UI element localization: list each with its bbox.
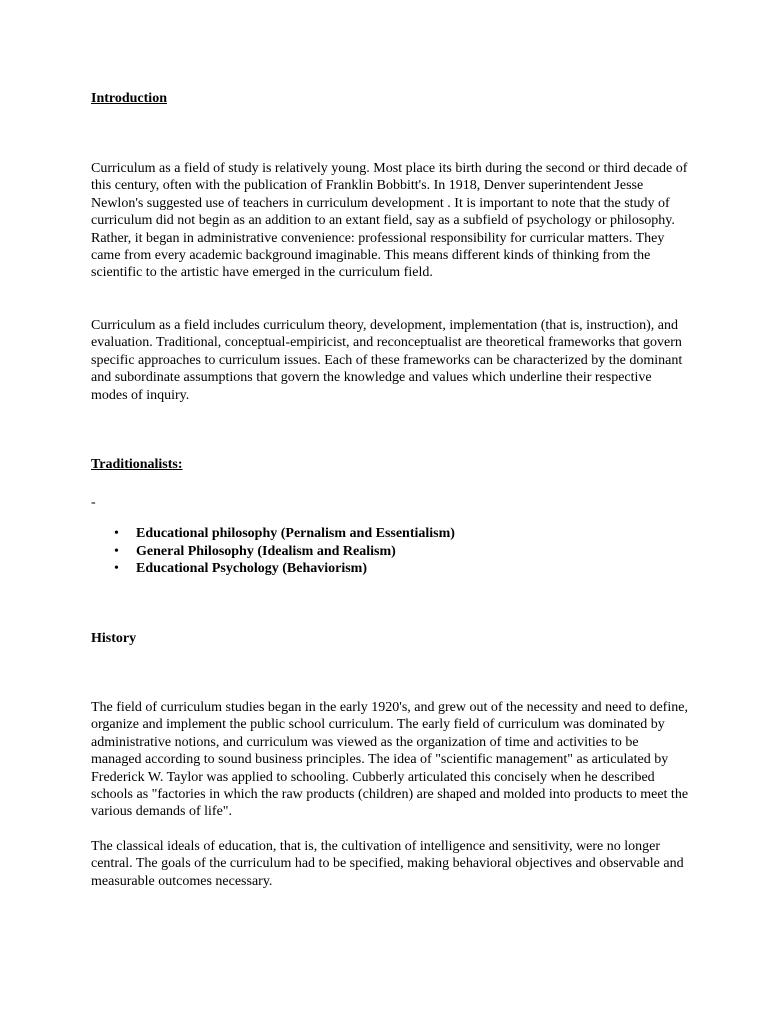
- list-item-label: Educational Psychology (Behaviorism): [136, 561, 368, 577]
- list-item: [91, 525, 691, 543]
- dash-mark: -: [91, 495, 96, 510]
- history-paragraph-2: The classical ideals of education, that is, the cultivation of intelligence and sensitivity, were no longer central. The goals of the curriculum had to be specified, making behavioral objectives and observable and measurable outcomes necessary.: [91, 839, 684, 889]
- intro-paragraph-2: Curriculum as a field includes curriculum theory, development, implementation (that is, instruction), and evaluation. Traditional, conceptual-empiricist, and reconceptualist are theoretical frameworks that govern specific approaches to curriculum issues. Each of these frameworks can be characterized by the dominant and subordinate assumptions that govern the knowledge and values which underline their respective modes of inquiry.: [91, 318, 683, 403]
- bullet-icon: •: [114, 526, 119, 541]
- bullet-icon: •: [114, 561, 119, 577]
- history-paragraph-1: The field of curriculum studies began in the early 1920's, and grew out of the necessity and need to define, organize and implement the public school curriculum. The early field of curriculum was dominated by administrative notions, and curriculum was viewed as the organization of time and activities to be managed according to sound business principles. The idea of "scientific management" as articulated by Frederick W. Taylor was applied to schooling. Cubberly articulated this concisely when he described schools as "factories in which the raw products (children) are shaped and molded into products to meet the various demands of life".: [91, 700, 689, 820]
- list-item-label: General Philosophy (Idealism and Realism): [136, 543, 396, 559]
- list-item: [91, 560, 691, 578]
- intro-paragraph-1: Curriculum as a field of study is relatively young. Most place its birth during the second or third decade of this century, often with the publication of Franklin Bobbitt's. In 1918, Denver superintendent Jesse Newlon's suggested use of teachers in curriculum development . It is important to note that the study of curriculum did not begin as an addition to an extant field, say as a subfield of psychology or philosophy. Rather, it began in administrative convenience: professional responsibility for curricular matters. They came from every academic background imaginable. This means different kinds of thinking from the scientific to the artistic have emerged in the curriculum field.: [91, 161, 688, 281]
- history-heading: History: [91, 631, 137, 646]
- bullet-icon: •: [114, 543, 119, 559]
- list-item-label: Educational philosophy (Pernalism and Essentialism): [136, 526, 455, 541]
- traditionalists-list: [91, 525, 691, 578]
- introduction-heading: Introduction: [91, 91, 167, 106]
- list-item: [91, 543, 691, 561]
- traditionalists-heading: Traditionalists:: [91, 457, 183, 472]
